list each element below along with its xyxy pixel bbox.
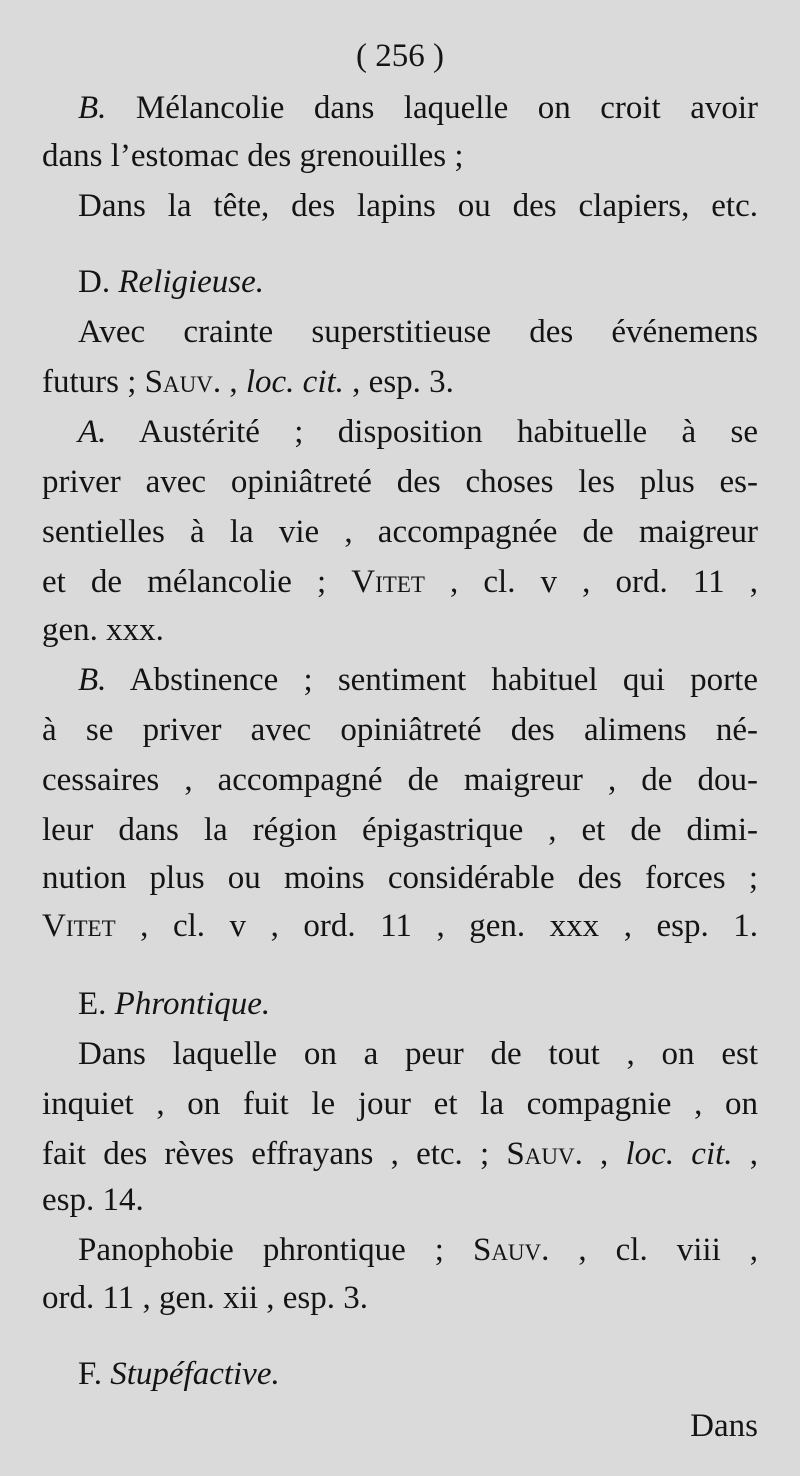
text-line: ord. 11 , gen. xii , esp. 3. [42,1280,368,1316]
text-span: , esp. 3. [343,364,454,400]
text-span: futurs ; [42,364,145,400]
author-name: Sauv. [472,1232,550,1268]
text-line: Dans la tête, des lapins ou des clapiers, etc. [78,188,758,224]
letter-label: B. [78,662,107,698]
heading-title: Phrontique. [114,986,271,1022]
text-line [42,562,758,602]
text-span: , [582,1136,626,1172]
text-span: , cl. viii , [549,1232,758,1268]
text-span: fait des rèves effrayans , etc. ; [42,1136,507,1172]
text-line [42,362,758,402]
text-span: , [732,1136,758,1172]
author-name: Sauv. [144,364,222,400]
text-line [42,412,758,452]
text-span: , [221,364,246,400]
text-line: cessaires , accompagné de maigreur , de dou- [42,762,758,798]
text-line [42,660,758,700]
section-heading [42,984,758,1024]
page-number: ( 256 ) [356,38,444,74]
text-line: gen. xxx. [42,612,164,648]
text-line: Dans laquelle on a peur de tout , on est [78,1036,758,1072]
text-line: sentielles à la vie , accompagnée de maigreur [42,514,758,550]
text-span: , cl. v , ord. 11 , [424,564,758,600]
text-line: nution plus ou moins considérable des forces ; [42,860,758,896]
text-span: et de mélancolie ; [42,564,352,600]
text-line: inquiet , on fuit le jour et la compagnie , on [42,1086,758,1122]
text-line: à se priver avec opiniâtreté des alimens né- [42,712,758,748]
text-line: Avec crainte superstitieuse des événemens [78,314,758,350]
text-line: leur dans la région épigastrique , et de dimi- [42,812,758,848]
letter-label: A. [78,414,107,450]
citation: loc. cit. [625,1136,733,1172]
section-heading [42,262,758,302]
heading-label: E. [78,986,115,1022]
author-name: Sauv. [506,1136,583,1172]
catchword: Dans [690,1408,758,1444]
text-line [42,906,758,946]
text-line: dans l’estomac des grenouilles ; [42,138,464,174]
heading-label: D. [78,264,119,300]
text-span: Abstinence ; sentiment habituel qui porte [106,662,758,698]
author-name: Vitet [351,564,425,600]
text-line: esp. 14. [42,1182,144,1218]
letter-label: B. [78,90,107,126]
text-span: Panophobie phrontique ; [78,1232,473,1268]
author-name: Vitet [42,908,116,944]
text-line [42,1230,758,1270]
heading-label: F. [78,1356,111,1392]
citation: loc. cit. [245,364,344,400]
text-line [42,88,758,128]
heading-title: Stupéfactive. [110,1356,280,1392]
text-line [42,1134,758,1174]
text-span: Austérité ; disposition habituelle à se [106,414,758,450]
text-span: , cl. v , ord. 11 , gen. xxx , esp. 1. [115,908,758,944]
text-line: priver avec opiniâtreté des choses les plus es- [42,464,758,500]
text-span: Mélancolie dans laquelle on croit avoir [106,90,758,126]
section-heading [42,1354,758,1394]
heading-title: Religieuse. [118,264,265,300]
